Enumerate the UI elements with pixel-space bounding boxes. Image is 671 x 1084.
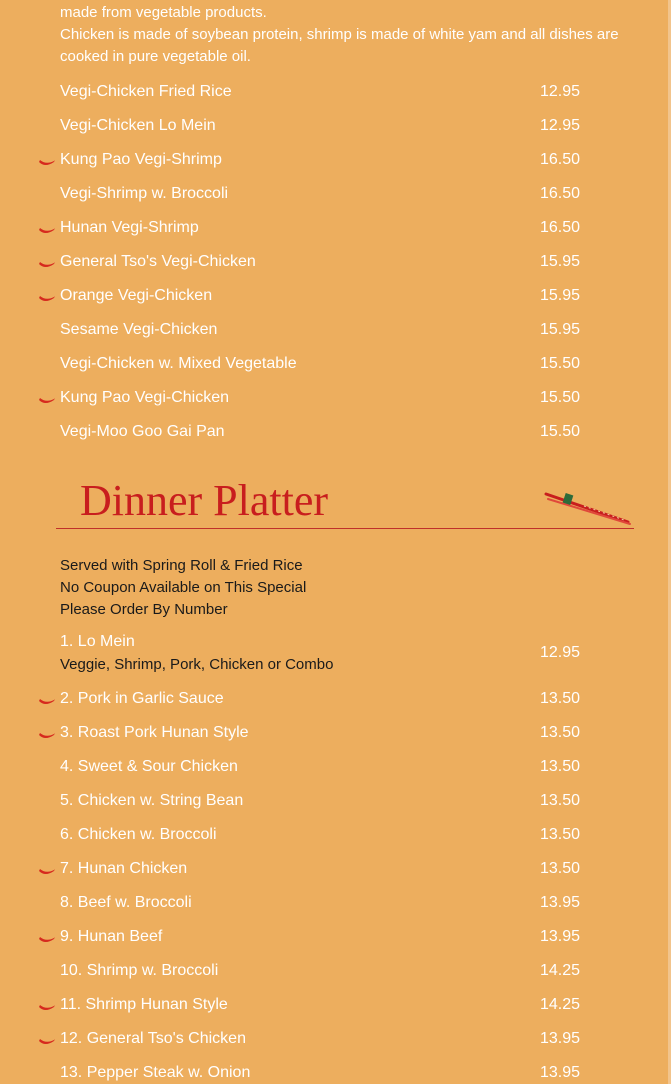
item-name: 4. Sweet & Sour Chicken <box>60 758 238 775</box>
menu-item[interactable] <box>0 927 668 961</box>
item-name: 7. Hunan Chicken <box>60 860 188 877</box>
note-line: Please Order By Number <box>60 601 228 618</box>
item-price: 13.95 <box>540 894 581 911</box>
chili-pepper-icon <box>38 731 56 741</box>
menu-item[interactable] <box>0 150 668 184</box>
menu-item[interactable] <box>0 893 668 927</box>
menu-item[interactable] <box>0 252 668 286</box>
item-price: 16.50 <box>540 219 581 236</box>
section-title: Dinner Platter <box>80 476 329 525</box>
chili-pepper-icon <box>38 1037 56 1047</box>
item-price: 14.25 <box>540 996 581 1013</box>
menu-item[interactable] <box>0 354 668 388</box>
menu-item[interactable] <box>0 184 668 218</box>
item-name: Vegi-Moo Goo Gai Pan <box>60 423 225 440</box>
item-price: 12.95 <box>540 644 581 661</box>
note-line: No Coupon Available on This Special <box>60 579 307 596</box>
item-name: 1. Lo Mein <box>60 633 135 650</box>
item-name: Kung Pao Vegi-Shrimp <box>60 151 222 168</box>
menu-item[interactable] <box>0 388 668 422</box>
menu-item[interactable] <box>0 116 668 150</box>
item-name: 2. Pork in Garlic Sauce <box>60 690 224 707</box>
item-price: 14.25 <box>540 962 581 979</box>
item-price: 15.50 <box>540 423 581 440</box>
item-price: 13.95 <box>540 1030 581 1047</box>
item-price: 13.50 <box>540 860 581 877</box>
menu-item-lo-mein[interactable] <box>0 632 668 676</box>
chili-pepper-icon <box>38 294 56 304</box>
item-price: 15.50 <box>540 389 581 406</box>
item-name: 8. Beef w. Broccoli <box>60 894 192 911</box>
item-name: Vegi-Chicken w. Mixed Vegetable <box>60 355 297 372</box>
menu-item[interactable] <box>0 791 668 825</box>
item-name: 10. Shrimp w. Broccoli <box>60 962 219 979</box>
item-name: Kung Pao Vegi-Chicken <box>60 389 229 406</box>
item-price: 15.95 <box>540 321 581 338</box>
item-name: 5. Chicken w. String Bean <box>60 792 244 809</box>
item-price: 16.50 <box>540 185 581 202</box>
item-price: 13.50 <box>540 792 581 809</box>
intro-line-2: Chicken is made of soybean protein, shrimp is made of white yam and all dishes are cooked in pure vegetable oil. <box>60 26 619 65</box>
item-price: 13.50 <box>540 826 581 843</box>
item-price: 13.95 <box>540 1064 581 1081</box>
menu-item[interactable] <box>0 825 668 859</box>
menu-item[interactable] <box>0 1029 668 1063</box>
chili-pepper-icon <box>38 1003 56 1013</box>
chili-pepper-icon <box>38 697 56 707</box>
item-price: 13.95 <box>540 928 581 945</box>
menu-item[interactable] <box>0 723 668 757</box>
item-price: 13.50 <box>540 758 581 775</box>
chili-pepper-icon <box>38 260 56 270</box>
item-name: 6. Chicken w. Broccoli <box>60 826 217 843</box>
menu-item[interactable] <box>0 689 668 723</box>
item-price: 15.95 <box>540 287 581 304</box>
item-name: 9. Hunan Beef <box>60 928 163 945</box>
item-name: 12. General Tso's Chicken <box>60 1030 246 1047</box>
intro-line-1: made from vegetable products. <box>60 4 267 21</box>
item-price: 12.95 <box>540 117 581 134</box>
item-price: 16.50 <box>540 151 581 168</box>
dinner-platter-notes <box>60 555 306 621</box>
item-price: 12.95 <box>540 83 581 100</box>
item-price: 13.50 <box>540 690 581 707</box>
menu-item[interactable] <box>0 757 668 791</box>
menu-item[interactable] <box>0 422 668 456</box>
item-name: 11. Shrimp Hunan Style <box>60 996 228 1013</box>
menu-item[interactable] <box>0 961 668 995</box>
chili-pepper-icon <box>38 158 56 168</box>
item-price: 13.50 <box>540 724 581 741</box>
menu-item[interactable] <box>0 82 668 116</box>
dinner-platter-header <box>56 474 634 529</box>
chopsticks-icon <box>544 490 634 526</box>
item-price: 15.50 <box>540 355 581 372</box>
item-name: General Tso's Vegi-Chicken <box>60 253 256 270</box>
menu-item[interactable] <box>0 320 668 354</box>
note-line: Served with Spring Roll & Fried Rice <box>60 557 303 574</box>
item-price: 15.95 <box>540 253 581 270</box>
item-name: Sesame Vegi-Chicken <box>60 321 218 338</box>
menu-item[interactable] <box>0 1063 668 1084</box>
item-name: Hunan Vegi-Shrimp <box>60 219 199 236</box>
menu-item[interactable] <box>0 286 668 320</box>
chili-pepper-icon <box>38 226 56 236</box>
item-name: Vegi-Chicken Lo Mein <box>60 117 216 134</box>
item-description: Veggie, Shrimp, Pork, Chicken or Combo <box>60 656 334 673</box>
menu-item[interactable] <box>0 859 668 893</box>
chili-pepper-icon <box>38 867 56 877</box>
chili-pepper-icon <box>38 396 56 406</box>
menu-item[interactable] <box>0 995 668 1029</box>
item-name: 13. Pepper Steak w. Onion <box>60 1064 251 1081</box>
item-name: 3. Roast Pork Hunan Style <box>60 724 249 741</box>
item-name: Orange Vegi-Chicken <box>60 287 213 304</box>
vegetarian-intro <box>60 2 635 68</box>
menu-item[interactable] <box>0 218 668 252</box>
item-name: Vegi-Chicken Fried Rice <box>60 83 232 100</box>
chili-pepper-icon <box>38 935 56 945</box>
item-name: Vegi-Shrimp w. Broccoli <box>60 185 229 202</box>
